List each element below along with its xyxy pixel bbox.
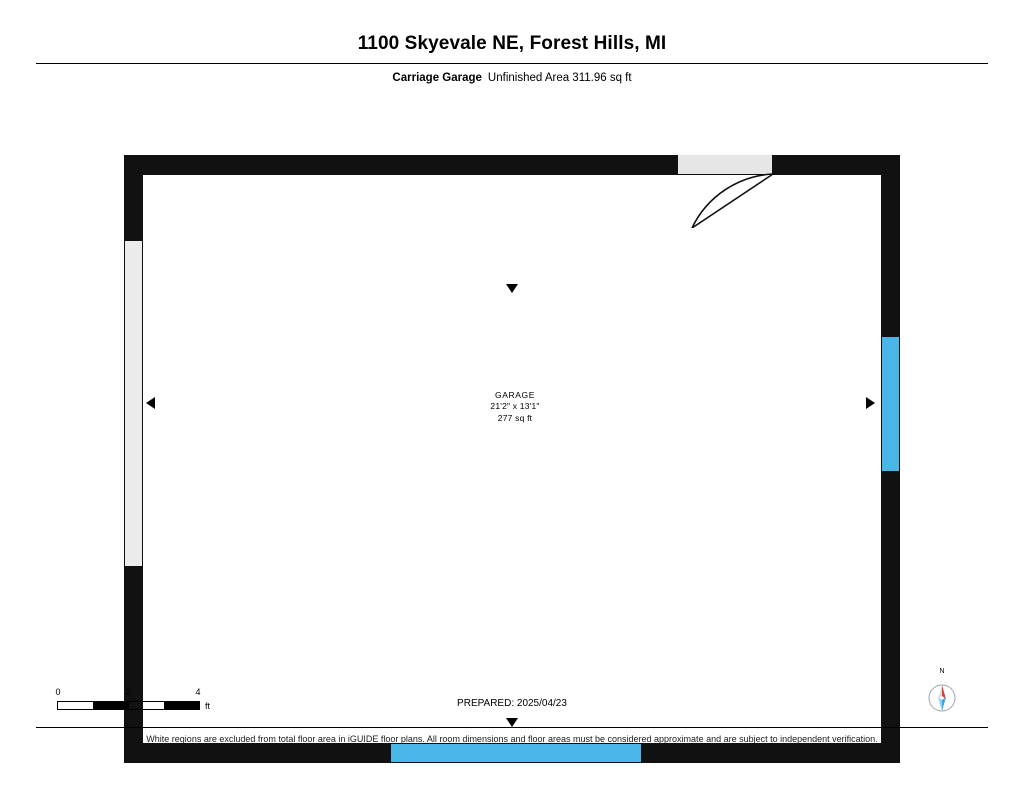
opening-left-wall [125, 240, 142, 567]
scale-tick-0: 0 [55, 687, 61, 697]
room-area: 277 sq ft [497, 412, 533, 423]
scale-tick-4: 4 [195, 687, 201, 697]
floorplan-drawing [0, 110, 1024, 670]
plan-subtitle [0, 72, 1024, 84]
wall-top [124, 155, 900, 175]
title-divider [36, 63, 988, 64]
footer-divider [36, 727, 988, 728]
door-swing-arc-icon [676, 172, 776, 228]
plan-area-label: Unfinished Area 311.96 sq ft [487, 72, 632, 84]
disclaimer-text: White regions are excluded from total floor area in iGUIDE floor plans. All room dimensions and floor areas must be considered approximate and are subject to independent verification. [146, 734, 878, 744]
scale-unit-label: ft [205, 701, 211, 711]
compass-north-label: N [939, 668, 945, 675]
room-label [430, 390, 600, 424]
arrow-bottom-icon [506, 718, 518, 727]
room-interior-fill [143, 175, 881, 743]
window-right-wall [882, 336, 899, 472]
compass-icon [920, 668, 964, 722]
plan-level-label: Carriage Garage [392, 72, 482, 84]
garage-door-bottom-wall [390, 744, 642, 762]
scale-tick-2: 2 [125, 687, 131, 697]
room-name: GARAGE [495, 390, 535, 400]
page-title: 1100 Skyevale NE, Forest Hills, MI [357, 33, 667, 54]
room-dimensions: 21'2" x 13'1" [490, 401, 540, 412]
prepared-date: PREPARED: 2025/04/23 [457, 698, 567, 709]
arrow-right-icon [866, 397, 875, 409]
arrow-left-icon [146, 397, 155, 409]
arrow-top-icon [506, 284, 518, 293]
